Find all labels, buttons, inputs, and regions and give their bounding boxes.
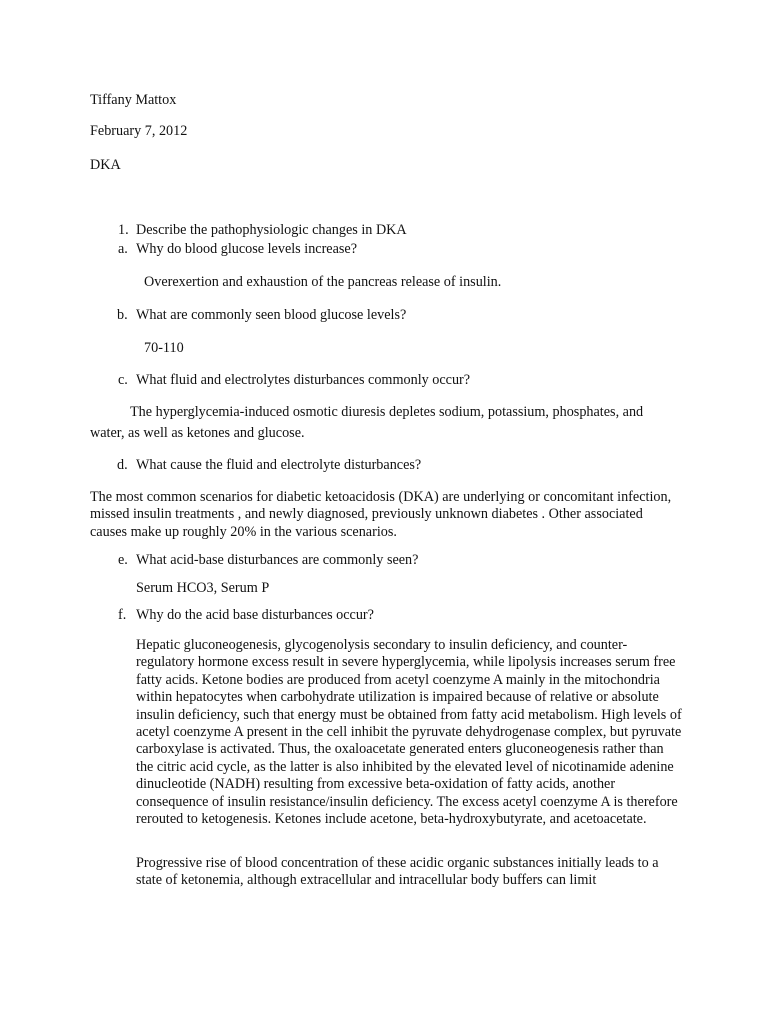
author-name: Tiffany Mattox [90,92,177,108]
document-title: DKA [90,157,121,173]
document-date: February 7, 2012 [90,123,188,139]
question-e-marker: e. [118,552,128,568]
question-c-text: What fluid and electrolytes disturbances commonly occur? [136,372,471,388]
answer-b-text: 70-110 [144,340,184,356]
answer-c-line-2: water, as well as ketones and glucose. [90,425,305,441]
answer-e-text: Serum HCO3, Serum P [136,580,270,596]
question-e-text: What acid-base disturbances are commonly seen? [136,552,419,568]
question-a-text: Why do blood glucose levels increase? [136,241,358,257]
question-f-marker: f. [118,607,127,623]
question-a-marker: a. [118,241,128,257]
question-1-marker: 1. [118,222,129,238]
question-c-marker: c. [118,372,128,388]
answer-f-paragraph-2: Progressive rise of blood concentration of these acidic organic substances initially leads to a state of ketonemia, although extracellular and intracellular body buffers can limit [136,855,659,889]
question-1-text: Describe the pathophysiologic changes in DKA [136,222,407,238]
answer-f-paragraph-1: Hepatic gluconeogenesis, glycogenolysis secondary to insulin deficiency, and counter-regulatory hormone excess result in severe hyperglycemia, while lipolysis increases serum free fatty acids. Ketone bodies are produced from acetyl coenzyme A mainly in the mitochondria within hepatocytes when carbohydrate utilization is impaired because of relative or absolute insulin deficiency, such that energy must be obtained from fatty acid metabolism. High levels of acetyl coenzyme A present in the cell inhibit the pyruvate dehydrogenase complex, but pyruvate carboxylase is activated. Thus, the oxaloacetate generated enters gluconeogenesis rather than the citric acid cycle, as the latter is also inhibited by the elevated level of nicotinamide adenine dinucleotide (NADH) resulting from excessive beta-oxidation of fatty acids, another consequence of insulin resistance/insulin deficiency. The excess acetyl coenzyme A is therefore rerouted to ketogenesis. Ketones include acetone, beta-hydroxybutyrate, and acetoacetate. [136,637,682,828]
answer-c-line-1: The hyperglycemia-induced osmotic diuresis depletes sodium, potassium, phosphates, and [130,404,644,420]
question-d-text: What cause the fluid and electrolyte disturbances? [136,457,422,473]
answer-d-paragraph: The most common scenarios for diabetic ketoacidosis (DKA) are underlying or concomitant infection, missed insulin treatments , and newly diagnosed, previously unknown diabetes . Other associated causes make up roughly 20% in the various scenarios. [90,489,672,540]
question-d-marker: d. [117,457,128,473]
answer-a-text: Overexertion and exhaustion of the pancreas release of insulin. [144,274,502,290]
question-f-text: Why do the acid base disturbances occur? [136,607,374,623]
question-b-text: What are commonly seen blood glucose levels? [136,307,407,323]
question-b-marker: b. [117,307,128,323]
